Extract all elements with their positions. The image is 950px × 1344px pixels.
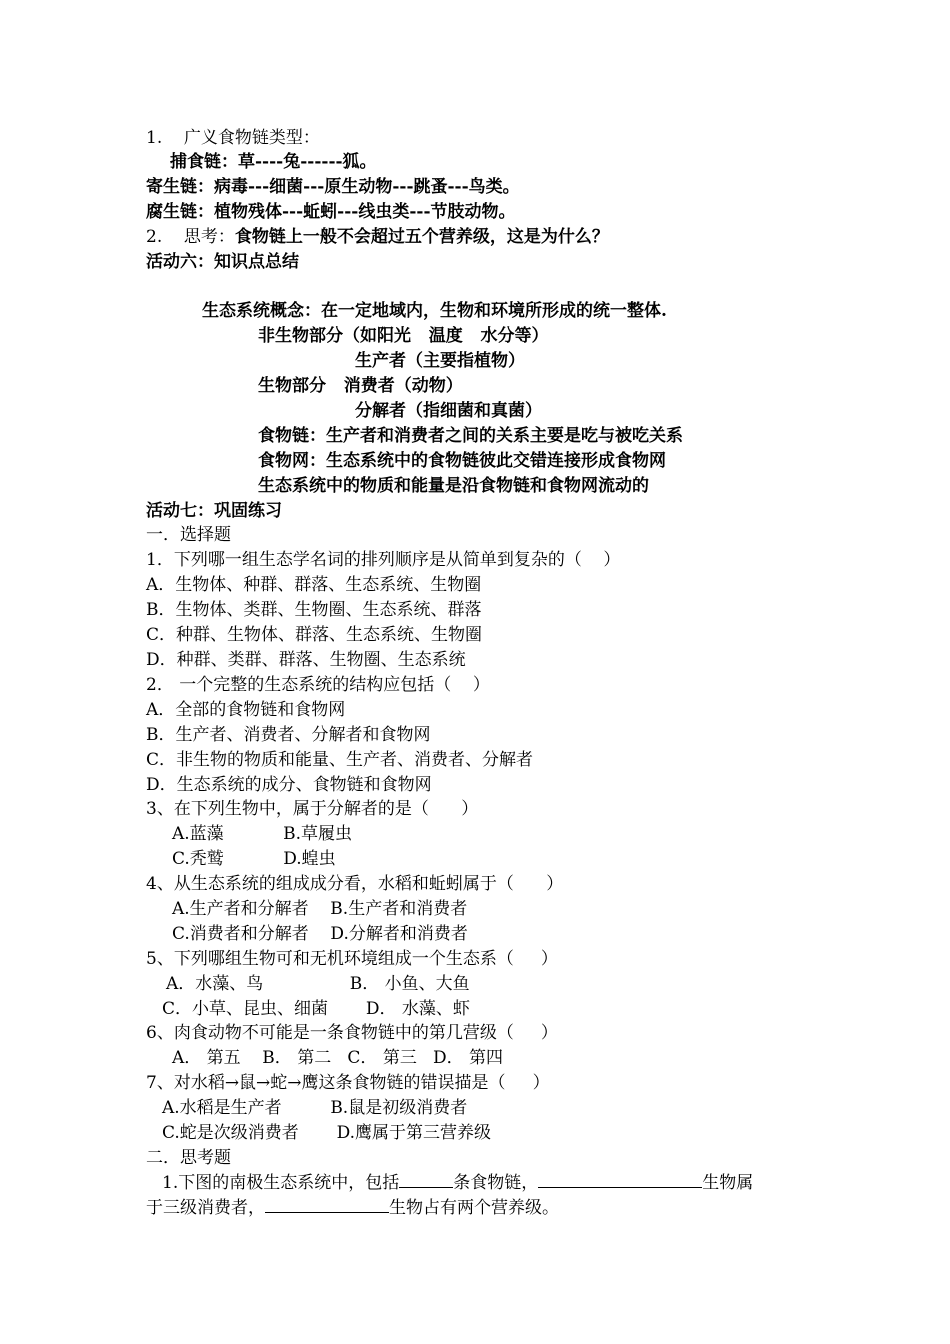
food-chain-count-blank[interactable]: [399, 1171, 453, 1188]
producer-line: 生产者（主要指植物）: [355, 351, 525, 371]
question-6-options: A． 第五 B． 第二 C． 第三 D． 第四: [172, 1048, 504, 1068]
question-2-option-a: A．全部的食物链和食物网: [146, 700, 346, 720]
energy-flow-statement: 生态系统中的物质和能量是沿食物链和食物网流动的: [258, 476, 649, 496]
question-6: 6、肉食动物不可能是一条食物链中的第几营级（ ）: [146, 1023, 558, 1043]
question-2-option-b: B．生产者、消费者、分解者和食物网: [146, 725, 431, 745]
thinking-q1-text-b: 条食物链，: [453, 1173, 539, 1193]
thinking-question-1-continued: [146, 1196, 559, 1220]
question-5-options-cd: C．小草、昆虫、细菌 D． 水藻、虾: [162, 999, 470, 1019]
saprophytic-chain: 腐生链：植物残体---蚯蚓---线虫类---节肢动物。: [146, 202, 516, 222]
section-thinking-heading: 二．思考题: [146, 1148, 231, 1168]
biotic-consumer-line: 生物部分 消费者（动物）: [258, 376, 463, 396]
thinking-q1-text-c: 生物属: [702, 1173, 754, 1193]
food-chain-types-heading: 1. 广义食物链类型：: [146, 128, 320, 148]
parasitic-chain: 寄生链：病毒---细菌---原生动物---跳蚤---鸟类。: [146, 177, 520, 197]
question-4: 4、从生态系统的组成成分看，水稻和蚯蚓属于（ ）: [146, 874, 564, 894]
thinking-q1-text-e: 生物占有两个营养级。: [389, 1198, 559, 1218]
think-text: 食物链上一般不会超过五个营养级，这是为什么？: [234, 227, 609, 247]
predation-chain: 捕食链：草----兔------狐。: [170, 152, 377, 172]
question-1-option-c: C．种群、生物体、群落、生态系统、生物圈: [146, 625, 483, 645]
question-1-option-b: B．生物体、类群、生物圈、生态系统、群落: [146, 600, 482, 620]
thinking-q1-text-a: 1.下图的南极生态系统中，包括: [162, 1173, 400, 1193]
think-question: [146, 225, 609, 249]
question-2-option-d: D．生态系统的成分、食物链和食物网: [146, 775, 432, 795]
decomposer-line: 分解者（指细菌和真菌）: [355, 401, 542, 421]
activity-seven-heading: 活动七：巩固练习: [146, 501, 282, 521]
thinking-q1-text-d: 于三级消费者，: [146, 1198, 265, 1218]
question-7-options-ab: A.水稻是生产者 B.鼠是初级消费者: [162, 1098, 468, 1118]
food-chain-definition: 食物链：生产者和消费者之间的关系主要是吃与被吃关系: [258, 426, 683, 446]
section-choice-heading: 一．选择题: [146, 525, 231, 545]
food-web-definition: 食物网：生态系统中的食物链彼此交错连接形成食物网: [258, 451, 666, 471]
question-2: 2． 一个完整的生态系统的结构应包括（ ）: [146, 675, 490, 695]
question-7-options-cd: C.蛇是次级消费者 D.鹰属于第三营养级: [162, 1123, 492, 1143]
thinking-question-1: [162, 1171, 753, 1195]
tertiary-consumer-blank[interactable]: [538, 1171, 702, 1188]
question-4-options-ab: A.生产者和分解者 B.生产者和消费者: [172, 899, 468, 919]
question-4-options-cd: C.消费者和分解者 D.分解者和消费者: [172, 924, 468, 944]
question-1-option-d: D．种群、类群、群落、生物圈、生态系统: [146, 650, 466, 670]
question-3-options-ab: A.蓝藻 B.草履虫: [172, 824, 353, 844]
question-3: 3、在下列生物中，属于分解者的是（ ）: [146, 799, 479, 819]
ecosystem-concept: 生态系统概念：在一定地域内，生物和环境所形成的统一整体.: [202, 301, 667, 321]
question-1: 1．下列哪一组生态学名词的排列顺序是从简单到复杂的（ ）: [146, 550, 621, 570]
think-label: 2. 思考：: [146, 227, 235, 247]
question-7: 7、对水稻→鼠→蛇→鹰这条食物链的错误描是（ ）: [146, 1073, 550, 1093]
question-3-options-cd: C.秃鹫 D.蝗虫: [172, 849, 336, 869]
two-trophic-levels-blank[interactable]: [265, 1196, 389, 1213]
question-1-option-a: A．生物体、种群、群落、生态系统、生物圈: [146, 575, 482, 595]
question-5-options-ab: A．水藻、鸟 B． 小鱼、大鱼: [166, 974, 470, 994]
question-5: 5、下列哪组生物可和无机环境组成一个生态系（ ）: [146, 949, 558, 969]
question-2-option-c: C．非生物的物质和能量、生产者、消费者、分解者: [146, 750, 534, 770]
activity-six-heading: 活动六：知识点总结: [146, 252, 299, 272]
abiotic-part: 非生物部分（如阳光 温度 水分等）: [258, 326, 549, 346]
